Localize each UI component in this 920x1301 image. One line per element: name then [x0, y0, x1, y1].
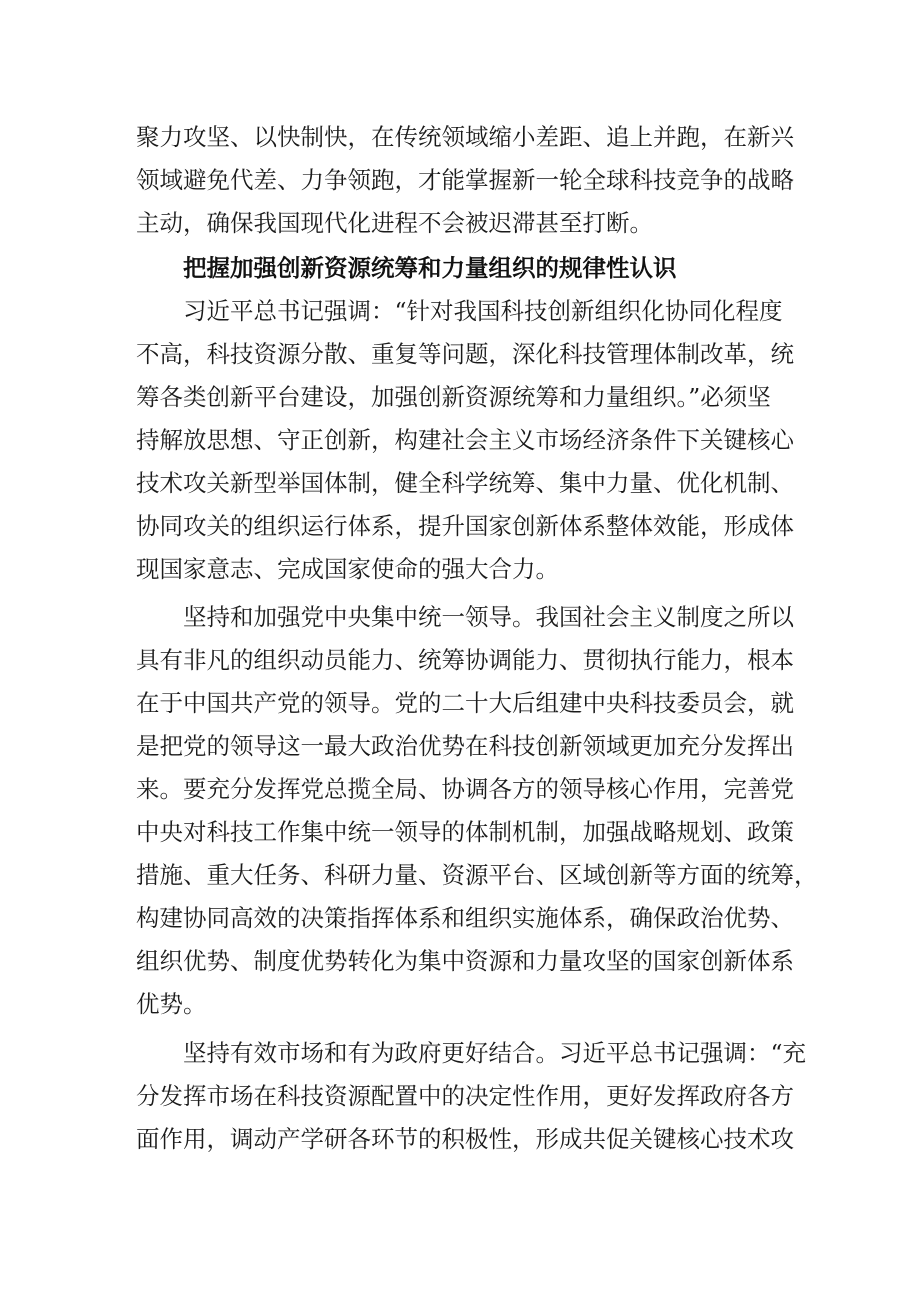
- paragraph-3-line-3: 面作用，调动产学研各环节的积极性，形成共促关键核心技术攻: [136, 1125, 794, 1153]
- paragraph-2-line-7: 措施、重大任务、科研力量、资源平台、区域创新等方面的统筹，: [136, 861, 818, 889]
- paragraph-1-line-7: 现国家意志、完成国家使命的强大合力。: [136, 555, 559, 583]
- paragraph-2-line-9: 组织优势、制度优势转化为集中资源和力量攻坚的国家创新体系: [136, 947, 794, 975]
- paragraph-1-line-1: 习近平总书记强调：“针对我国科技创新组织化协同化程度: [183, 297, 783, 325]
- paragraph-2-line-8: 构建协同高效的决策指挥体系和组织实施体系，确保政治优势、: [136, 904, 794, 932]
- paragraph-1-line-6: 协同攻关的组织运行体系，提升国家创新体系整体效能，形成体: [136, 512, 794, 540]
- paragraph-1-line-4: 持解放思想、守正创新，构建社会主义市场经济条件下关键核心: [136, 426, 794, 454]
- paragraph-2-line-6: 中央对科技工作集中统一领导的体制机制，加强战略规划、政策: [136, 818, 794, 846]
- intro-line-2: 领域避免代差、力争领跑，才能掌握新一轮全球科技竞争的战略: [136, 166, 794, 194]
- paragraph-2-line-1: 坚持和加强党中央集中统一领导。我国社会主义制度之所以: [183, 603, 794, 631]
- paragraph-2-line-5: 来。要充分发挥党总揽全局、协调各方的领导核心作用，完善党: [136, 775, 794, 803]
- paragraph-2-line-4: 是把党的领导这一最大政治优势在科技创新领域更加充分发挥出: [136, 732, 794, 760]
- intro-line-1: 聚力攻坚、以快制快，在传统领域缩小差距、追上并跑，在新兴: [136, 123, 794, 151]
- paragraph-1-line-5: 技术攻关新型举国体制，健全科学统筹、集中力量、优化机制、: [136, 469, 794, 497]
- paragraph-2-line-2: 具有非凡的组织动员能力、统筹协调能力、贯彻执行能力，根本: [136, 646, 794, 674]
- paragraph-1-line-3: 筹各类创新平台建设，加强创新资源统筹和力量组织。”必须坚: [136, 383, 771, 411]
- paragraph-2-line-10: 优势。: [136, 990, 207, 1018]
- paragraph-3-line-1: 坚持有效市场和有为政府更好结合。习近平总书记强调：“充: [183, 1039, 807, 1067]
- paragraph-3-line-2: 分发挥市场在科技资源配置中的决定性作用，更好发挥政府各方: [136, 1082, 794, 1110]
- intro-line-3: 主动，确保我国现代化进程不会被迟滞甚至打断。: [136, 209, 653, 237]
- paragraph-2-line-3: 在于中国共产党的领导。党的二十大后组建中央科技委员会，就: [136, 689, 794, 717]
- paragraph-1-line-2: 不高，科技资源分散、重复等问题，深化科技管理体制改革，统: [136, 340, 794, 368]
- section-heading: 把握加强创新资源统筹和力量组织的规律性认识: [183, 254, 677, 282]
